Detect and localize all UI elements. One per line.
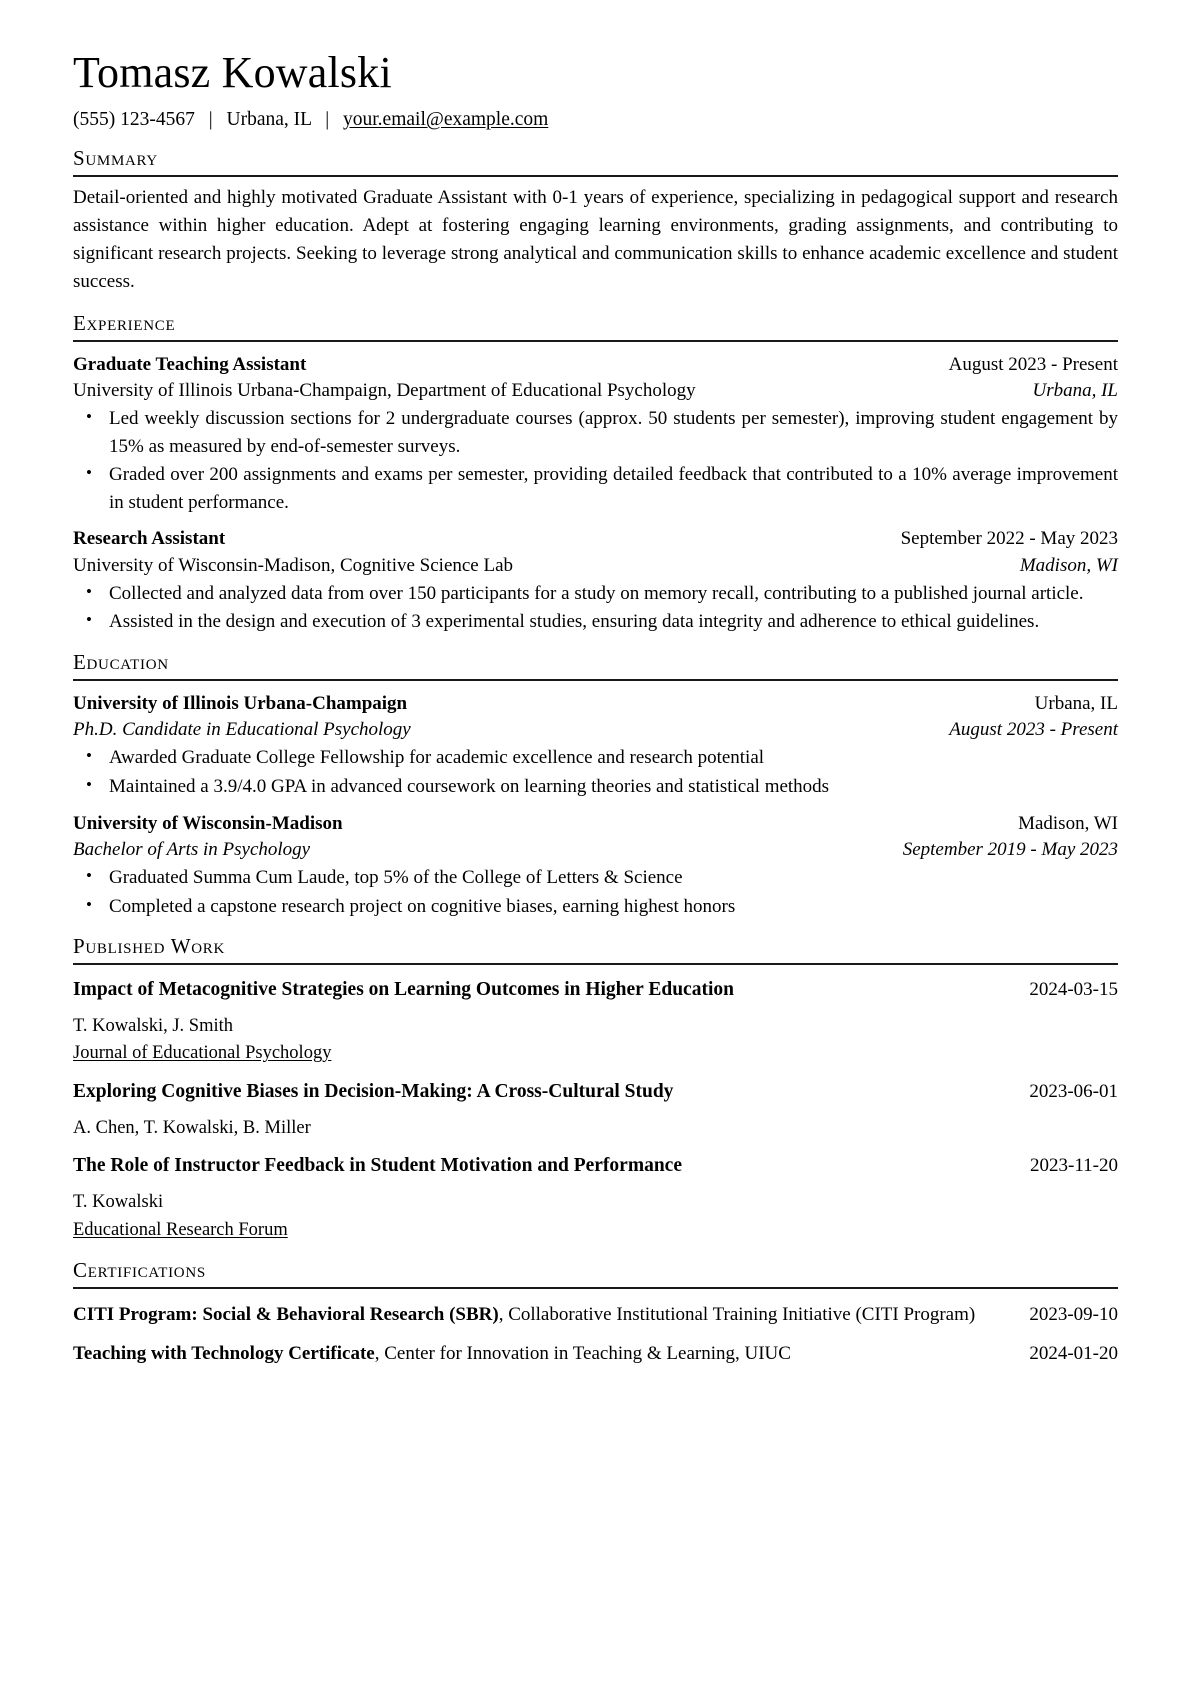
publication-date: 2023-06-01 — [1029, 1081, 1118, 1103]
publication-venue[interactable] — [73, 1041, 1118, 1067]
experience-header-row — [73, 526, 1118, 552]
section-divider — [73, 1287, 1118, 1289]
publication-venue-link[interactable]: Educational Research Forum — [73, 1219, 288, 1240]
section-divider — [73, 175, 1118, 177]
education-bullet-list — [73, 744, 1118, 800]
contact-separator: | — [208, 108, 213, 130]
bullet-item: • Led weekly discussion sections for 2 undergraduate courses (approx. 50 students per semester), improving student engagement by 15% as measured by end-of-semester surveys. — [73, 405, 1118, 460]
certification-entry — [73, 1301, 1118, 1329]
resume-header — [73, 50, 1118, 132]
section-title-summary: Summary — [73, 145, 158, 170]
education-header-row — [73, 811, 1118, 837]
certification-date: 2024-01-20 — [1029, 1343, 1118, 1365]
publication-authors: T. Kowalski, J. Smith — [73, 1015, 233, 1036]
institution-name: University of Illinois Urbana-Champaign — [73, 692, 408, 714]
publication-date: 2023-11-20 — [1030, 1155, 1118, 1177]
section-experience — [73, 311, 1118, 636]
bullet-item: • Graduated Summa Cum Laude, top 5% of the College of Letters & Science — [73, 864, 1118, 892]
section-summary — [73, 146, 1118, 297]
education-subheader-row — [73, 837, 1118, 863]
job-location: Urbana, IL — [1032, 379, 1118, 401]
job-dates: August 2023 - Present — [948, 353, 1118, 375]
certification-name: CITI Program: Social & Behavioral Research (SBR) — [73, 1303, 499, 1325]
bullet-item: • Assisted in the design and execution of 3 experimental studies, ensuring data integrity and adherence to ethical guidelines. — [73, 608, 1118, 636]
section-certifications — [73, 1258, 1118, 1368]
certification-issuer: , Center for Innovation in Teaching & Learning, UIUC — [374, 1343, 791, 1365]
education-entry — [73, 811, 1118, 921]
contact-separator: | — [325, 108, 330, 130]
experience-entry — [73, 526, 1118, 636]
job-dates: September 2022 - May 2023 — [900, 528, 1118, 550]
job-location: Madison, WI — [1019, 554, 1118, 576]
institution-location: Urbana, IL — [1034, 692, 1118, 714]
publication-authors: T. Kowalski — [73, 1191, 164, 1212]
publication-entry — [73, 977, 1118, 1067]
institution-name: University of Wisconsin-Madison — [73, 812, 343, 834]
publication-title: Exploring Cognitive Biases in Decision-Making: A Cross-Cultural Study — [73, 1081, 674, 1103]
certification-name: Teaching with Technology Certificate — [73, 1343, 375, 1365]
publication-entry — [73, 1153, 1118, 1243]
degree-dates: August 2023 - Present — [949, 719, 1118, 741]
contact-line — [73, 107, 1118, 132]
certification-date: 2023-09-10 — [1029, 1303, 1118, 1325]
experience-subheader-row — [73, 378, 1118, 404]
publication-date: 2024-03-15 — [1029, 979, 1118, 1001]
institution-location: Madison, WI — [1018, 812, 1118, 834]
publication-venue[interactable] — [73, 1218, 1118, 1244]
publication-header-row — [73, 977, 1118, 1003]
education-header-row — [73, 691, 1118, 717]
job-title: Graduate Teaching Assistant — [73, 353, 307, 375]
bullet-item: • Graded over 200 assignments and exams per semester, providing detailed feedback that contributed to a 10% average improvement in student performance. — [73, 461, 1118, 516]
experience-entry — [73, 352, 1118, 517]
publication-title: The Role of Instructor Feedback in Student Motivation and Performance — [73, 1155, 682, 1177]
degree-name: Ph.D. Candidate in Educational Psychology — [73, 719, 411, 741]
education-subheader-row — [73, 717, 1118, 743]
job-title: Research Assistant — [73, 528, 226, 550]
section-title-certifications: Certifications — [73, 1257, 206, 1282]
section-published-work — [73, 934, 1118, 1244]
section-divider — [73, 963, 1118, 965]
education-entry — [73, 691, 1118, 801]
certification-entry — [73, 1340, 1118, 1368]
bullet-item: • Awarded Graduate College Fellowship for academic excellence and research potential — [73, 744, 1118, 772]
education-bullet-list — [73, 864, 1118, 920]
section-divider — [73, 340, 1118, 342]
section-divider — [73, 679, 1118, 681]
bullet-item: • Maintained a 3.9/4.0 GPA in advanced coursework on learning theories and statistical methods — [73, 773, 1118, 801]
degree-name: Bachelor of Arts in Psychology — [73, 838, 311, 860]
email-link[interactable]: your.email@example.com — [343, 108, 549, 130]
publication-authors: A. Chen, T. Kowalski, B. Miller — [73, 1117, 311, 1138]
experience-subheader-row — [73, 553, 1118, 579]
publication-header-row — [73, 1153, 1118, 1179]
section-education — [73, 650, 1118, 920]
experience-bullet-list — [73, 580, 1118, 636]
section-title-education: Education — [73, 649, 169, 674]
experience-bullet-list — [73, 405, 1118, 516]
publication-entry — [73, 1079, 1118, 1141]
certification-issuer: , Collaborative Institutional Training Initiative (CITI Program) — [498, 1303, 976, 1325]
section-title-experience: Experience — [73, 310, 176, 335]
candidate-name: Tomasz Kowalski — [73, 48, 392, 97]
employer-name: University of Illinois Urbana-Champaign, Department of Educational Psychology — [73, 379, 696, 401]
publication-title: Impact of Metacognitive Strategies on Learning Outcomes in Higher Education — [73, 979, 734, 1001]
contact-location: Urbana, IL — [226, 108, 312, 130]
publication-venue-link[interactable]: Journal of Educational Psychology — [73, 1043, 332, 1064]
employer-name: University of Wisconsin-Madison, Cognitive Science Lab — [73, 554, 514, 576]
bullet-item: • Completed a capstone research project on cognitive biases, earning highest honors — [73, 893, 1118, 921]
experience-header-row — [73, 352, 1118, 378]
degree-dates: September 2019 - May 2023 — [902, 838, 1118, 860]
phone-number: (555) 123-4567 — [73, 108, 195, 130]
section-title-published-work: Published Work — [73, 934, 226, 959]
summary-text: Detail-oriented and highly motivated Graduate Assistant with 0-1 years of experience, specializing in pedagogical support and research assistance within higher education. Adept at fostering engaging learning environments, grading assignments, and contributing to significant research projects. Seeking to leverage strong analytical and communication skills to enhance academic excellence and student success. — [73, 187, 1118, 293]
bullet-item: • Collected and analyzed data from over 150 participants for a study on memory recall, contributing to a published journal article. — [73, 580, 1118, 608]
publication-header-row — [73, 1079, 1118, 1105]
